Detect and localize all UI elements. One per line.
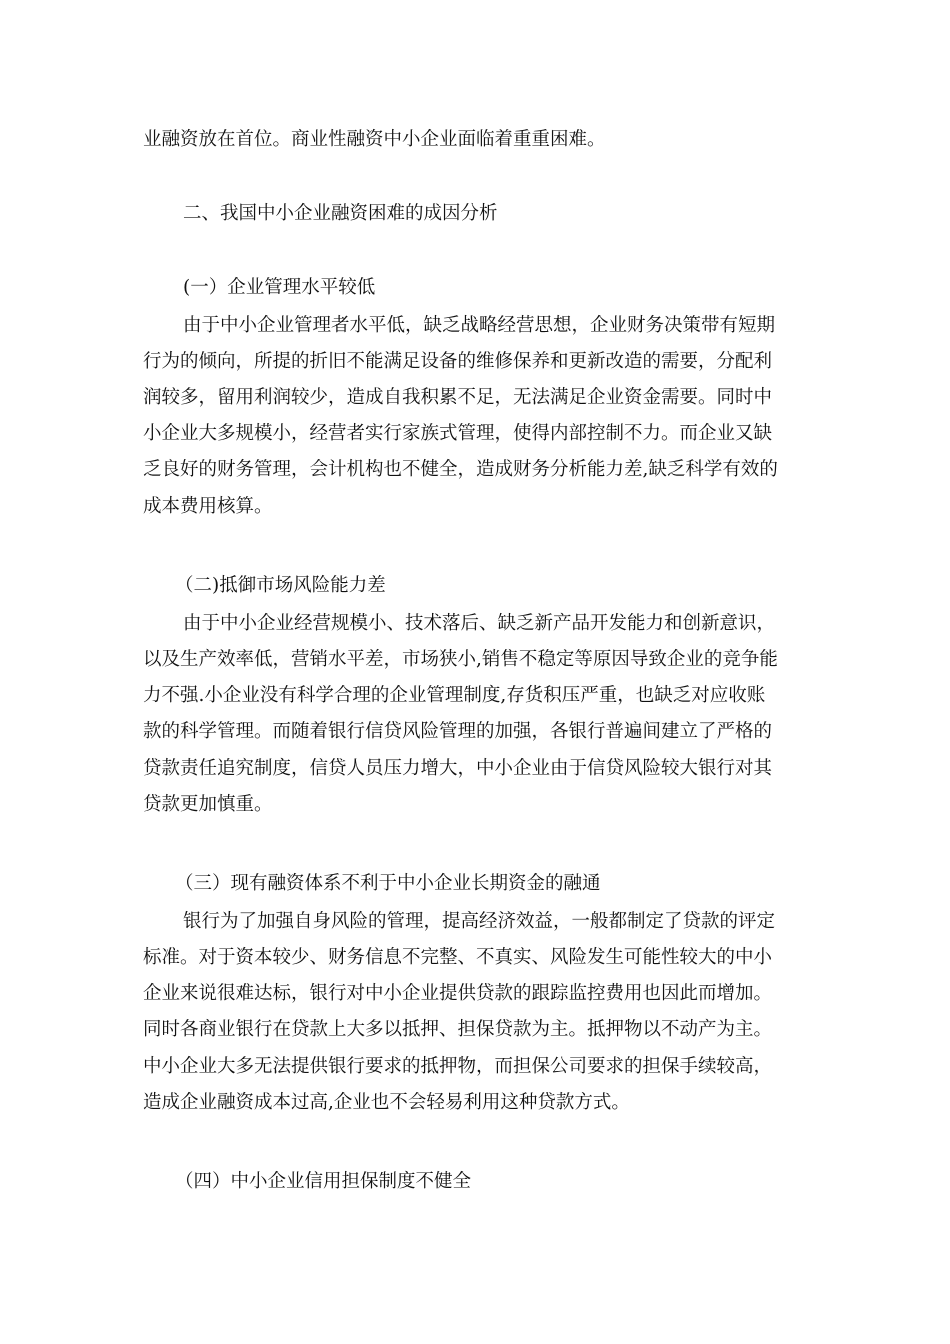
paragraph-line: 中小企业大多无法提供银行要求的抵押物，而担保公司要求的担保手续较高， (143, 1056, 773, 1077)
subsection-heading: （三）现有融资体系不利于中小企业长期资金的融通 (175, 873, 601, 894)
paragraph-line: 企业来说很难达标，银行对中小企业提供贷款的跟踪监控费用也因此而增加。 (143, 983, 773, 1004)
paragraph-line: 由于中小企业经营规模小、技术落后、缺乏新产品开发能力和创新意识， (183, 613, 776, 634)
paragraph-line: 以及生产效率低，营销水平差，市场狭小,销售不稳定等原因导致企业的竞争能 (143, 649, 778, 670)
paragraph-line: 乏良好的财务管理，会计机构也不健全，造成财务分析能力差,缺乏科学有效的 (143, 459, 778, 480)
section-heading: 二、我国中小企业融资困难的成因分析 (183, 203, 498, 224)
paragraph-line: 款的科学管理。而随着银行信贷风险管理的加强，各银行普遍间建立了严格的 (143, 721, 773, 742)
paragraph-line: 贷款更加慎重。 (143, 794, 273, 815)
paragraph-line: 银行为了加强自身风险的管理，提高经济效益，一般都制定了贷款的评定 (183, 911, 776, 932)
subsection-heading: （四）中小企业信用担保制度不健全 (175, 1171, 472, 1192)
paragraph-line: 小企业大多规模小，经营者实行家族式管理，使得内部控制不力。而企业又缺 (143, 423, 773, 444)
paragraph-line: 贷款责任追究制度，信贷人员压力增大，中小企业由于信贷风险较大银行对其 (143, 758, 773, 779)
paragraph-line: 由于中小企业管理者水平低，缺乏战略经营思想，企业财务决策带有短期 (183, 315, 776, 336)
paragraph-line: 润较多，留用利润较少，造成自我积累不足，无法满足企业资金需要。同时中 (143, 387, 773, 408)
paragraph-line: 同时各商业银行在贷款上大多以抵押、担保贷款为主。抵押物以不动产为主。 (143, 1019, 773, 1040)
subsection-heading: （二)抵御市场风险能力差 (175, 575, 386, 596)
paragraph-line: 行为的倾向，所提的折旧不能满足设备的维修保养和更新改造的需要，分配利 (143, 351, 773, 372)
subsection-heading: (一）企业管理水平较低 (183, 277, 376, 298)
paragraph-line: 标准。对于资本较少、财务信息不完整、不真实、风险发生可能性较大的中小 (143, 947, 773, 968)
paragraph-line: 成本费用核算。 (143, 496, 273, 517)
paragraph-line: 力不强.小企业没有科学合理的企业管理制度,存货积压严重，也缺乏对应收账 (143, 685, 766, 706)
paragraph-line: 造成企业融资成本过高,企业也不会轻易利用这种贷款方式。 (143, 1092, 630, 1113)
paragraph-line: 业融资放在首位。商业性融资中小企业面临着重重困难。 (143, 129, 606, 150)
